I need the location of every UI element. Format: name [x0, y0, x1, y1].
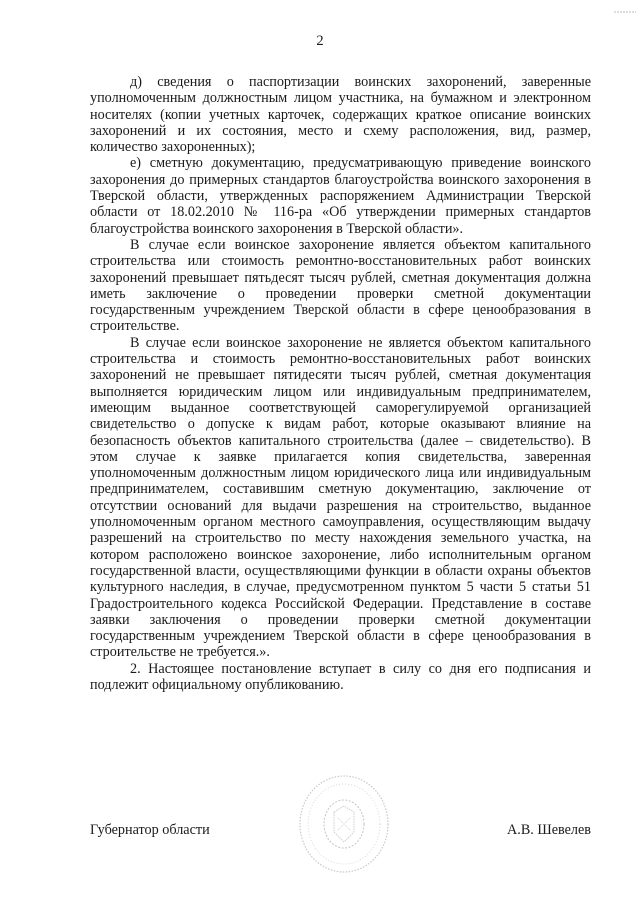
paragraph-effective-date: 2. Настоящее постановление вступает в силу со дня его подписания и подлежит официальному опубликованию.	[90, 660, 591, 693]
paragraph-non-capital-construction: В случае если воинское захоронение не является объектом капитального строительства и стоимость ремонтно-восстановительных работ воинских захоронений не превышает пятидесяти тысяч рублей, сметная документация выполняется юридическим лицом или индивидуальным предпринимателем, имеющим выданное соответствующей саморегулируемой организацией свидетельство о допуске к видам работ, которые оказывают влияние на безопасность объектов капитального строительства (далее – свидетельство). В этом случае к заявке прилагается копия свидетельства, заверенная уполномоченным должностным лицом юридического лица или индивидуальным предпринимателем, составившим сметную документацию, заключение от отсутствии оснований для выдачи разрешения на строительство, выданное уполномоченным органом местного самоуправления, осуществляющим выдачу разрешений на строительство по месту нахождения земельного участка, на котором расположено воинское захоронение, либо исполнительным органом государственной власти, осуществляющими функции в области охраны объектов культурного наследия, в случае, предусмотренном пунктом 5 части 5 статьи 51 Градостроительного кодекса Российской Федерации. Представление в составе заявки заключения о проведении проверки сметной документации государственным учреждением Тверской области в сфере ценообразования в строительстве не требуется.».	[90, 334, 591, 661]
signatory-name: А.В. Шевелев	[507, 822, 591, 838]
official-seal-stamp	[296, 772, 392, 876]
paragraph-capital-construction: В случае если воинское захоронение является объектом капитального строительства или стоимость ремонтно-восстановительных работ воинских захоронений превышает пятьдесят тысяч рублей, сметная документация должна иметь заключение о проведении проверки сметной документации государственным учреждением Тверской области в сфере ценообразования в строительстве.	[90, 236, 591, 335]
page-number: 2	[316, 33, 324, 49]
paragraph-e: е) сметную документацию, предусматривающую приведение воинского захоронения до примерных стандартов благоустройства воинского захоронения в Тверской области, утвержденных распоряжением Администрации Тверской области от 18.02.2010 № 116-ра «Об утверждении примерных стандартов благоустройства воинского захоронения в Тверской области».	[90, 155, 591, 237]
document-body	[90, 74, 591, 693]
scan-corner-mark	[614, 0, 636, 2]
paragraph-d: д) сведения о паспортизации воинских захоронений, заверенные уполномоченным должностным лицом участника, на бумажном и электронном носителях (копии учетных карточек, содержащих краткое описание воинских захоронений и их состояния, место и схему расположения, вид, размер, количество захороненных);	[90, 74, 591, 156]
signatory-position: Губернатор области	[90, 822, 210, 838]
